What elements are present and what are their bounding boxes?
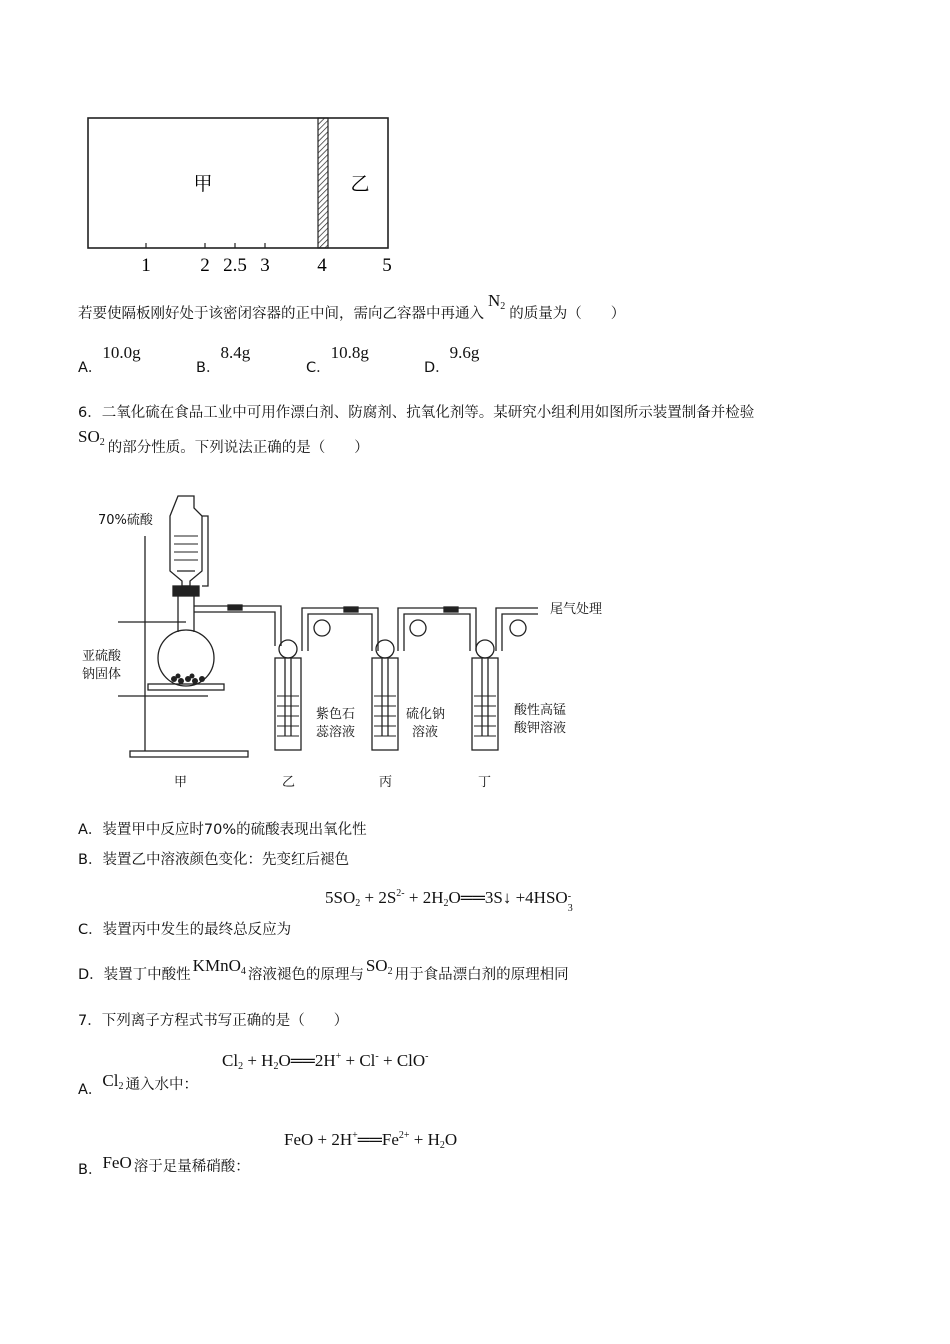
q6-option-d: D．装置丁中酸性 KMnO$_4$ 溶液褪色的原理与 $SO_2$ 用于食品漂白剂的原理相同 xyxy=(78,956,569,983)
q7-stem: 7．下列离子方程式书写正确的是（ ） xyxy=(78,1013,349,1029)
tick-2: 2 xyxy=(200,255,210,276)
tail-gas-label: 尾气处理 xyxy=(550,602,603,617)
so2-formula: $SO_2$ xyxy=(78,427,105,448)
feo-formula: FeO xyxy=(102,1153,132,1172)
solid-label-1: 亚硫酸 xyxy=(82,649,122,664)
so2-formula-d: $SO_2$ xyxy=(365,956,393,977)
tick-4: 4 xyxy=(317,255,327,276)
acid-label: 70%硫酸 xyxy=(98,513,153,528)
q5-option-d: D．9.6g xyxy=(424,343,480,376)
label-apparatus-c: 丙 xyxy=(379,775,393,790)
tick-5: 5 xyxy=(382,255,392,276)
q6-option-a: A．装置甲中反应时70%的硫酸表现出氧化性 xyxy=(78,822,367,838)
stopper xyxy=(173,586,199,596)
label-apparatus-b: 乙 xyxy=(282,775,296,790)
n2-formula: $N_2$ xyxy=(488,291,506,312)
tube-tail xyxy=(496,608,538,651)
q5-options xyxy=(78,342,678,378)
q6-stem-line2: $SO_2$ 的部分性质。下列说法正确的是（ ） xyxy=(78,427,369,456)
q5-option-a: A．10.0g xyxy=(78,343,141,376)
label-jia: 甲 xyxy=(193,173,213,195)
b-solution-1: 紫色石 xyxy=(316,707,356,722)
kmno4-formula: KMnO$_4$ xyxy=(192,956,246,977)
separatory-funnel xyxy=(170,496,202,586)
q6-option-c-equation: $5SO_2 + 2S^{2-}$ + $2H_2O══3S↓ +4HSO$ - 3 xyxy=(325,888,573,914)
q5-option-c: C．10.8g xyxy=(306,343,369,376)
burner-plate xyxy=(148,684,224,690)
label-yi: 乙 xyxy=(350,173,370,195)
q7-option-a-equation: $Cl_2$ + $H_2O══2H^+ + Cl^- + ClO^-$ xyxy=(222,1051,429,1072)
d-solution-1: 酸性高锰 xyxy=(514,703,567,718)
tick-1: 1 xyxy=(141,255,151,276)
tick-3: 3 xyxy=(260,255,270,276)
acid-liquid xyxy=(174,536,198,560)
container-diagram xyxy=(60,105,420,285)
solid-label-2: 钠固体 xyxy=(82,667,122,682)
q6-stem-line1: 6．二氧化硫在食品工业中可用作漂白剂、防腐剂、抗氧化剂等。某研究小组利用如图所示装置制备并检验 xyxy=(78,405,755,421)
q5-option-b: B．8.4g xyxy=(196,343,251,376)
q6-option-c: C．装置丙中发生的最终总反应为 xyxy=(78,922,292,938)
q7-option-b-equation: FeO + $2H^+══Fe^{2+} + H_2O$ xyxy=(284,1130,458,1151)
c-solution-2: 溶液 xyxy=(412,725,439,740)
container-box xyxy=(88,118,388,248)
label-apparatus-d: 丁 xyxy=(478,775,492,790)
b-solution-2: 蕊溶液 xyxy=(316,725,356,740)
q7-option-a: A．$Cl_2$ 通入水中： xyxy=(78,1071,198,1098)
apparatus-diagram xyxy=(78,486,618,796)
cl2-formula: $Cl_2$ xyxy=(102,1071,124,1092)
q5-stem: 若要使隔板刚好处于该密闭容器的正中间，需向乙容器中再通入$N_2$ 的质量为（ ） xyxy=(78,291,626,322)
stand-base xyxy=(130,751,248,757)
q7-option-b: B．FeO 溶于足量稀硝酸： xyxy=(78,1153,250,1178)
tube-b-c xyxy=(302,608,378,651)
d-solution-2: 酸钾溶液 xyxy=(514,721,567,736)
q6-option-b: B．装置乙中溶液颜色变化：先变红后褪色 xyxy=(78,852,349,868)
tick-2-5: 2.5 xyxy=(223,255,247,276)
partition xyxy=(318,118,328,248)
label-apparatus-a: 甲 xyxy=(174,775,188,790)
c-solution-1: 硫化钠 xyxy=(406,707,446,722)
